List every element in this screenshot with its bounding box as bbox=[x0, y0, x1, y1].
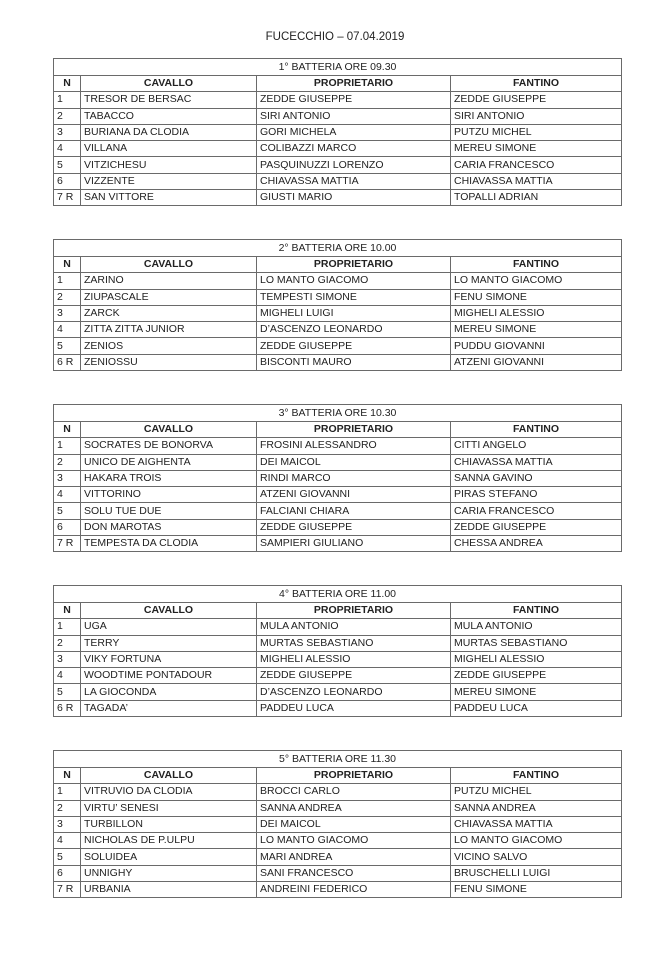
batteria-title: 2° BATTERIA ORE 10.00 bbox=[54, 240, 622, 257]
header-n: N bbox=[54, 422, 81, 438]
header-fantino: FANTINO bbox=[451, 257, 622, 273]
cell-n: 5 bbox=[54, 338, 81, 354]
header-cavallo: CAVALLO bbox=[81, 422, 257, 438]
cell-cavallo: VITZICHESU bbox=[81, 157, 257, 173]
cell-n: 2 bbox=[54, 289, 81, 305]
cell-fantino: MIGHELI ALESSIO bbox=[451, 305, 622, 321]
cell-proprietario: ZEDDE GIUSEPPE bbox=[257, 338, 451, 354]
cell-n: 4 bbox=[54, 833, 81, 849]
cell-fantino: CHIAVASSA MATTIA bbox=[451, 173, 622, 189]
cell-proprietario: MIGHELI LUIGI bbox=[257, 305, 451, 321]
batteria-table bbox=[53, 585, 622, 717]
cell-cavallo: ZARCK bbox=[81, 305, 257, 321]
cell-n: 5 bbox=[54, 503, 81, 519]
cell-cavallo: UNNIGHY bbox=[81, 865, 257, 881]
cell-cavallo: SOCRATES DE BONORVA bbox=[81, 438, 257, 454]
table-row bbox=[54, 784, 622, 800]
cell-n: 7 R bbox=[54, 882, 81, 898]
cell-proprietario: GORI MICHELA bbox=[257, 124, 451, 140]
cell-proprietario: DEI MAICOL bbox=[257, 454, 451, 470]
cell-proprietario: RINDI MARCO bbox=[257, 470, 451, 486]
cell-n: 7 R bbox=[54, 536, 81, 552]
cell-cavallo: BURIANA DA CLODIA bbox=[81, 124, 257, 140]
header-row bbox=[54, 768, 622, 784]
cell-n: 5 bbox=[54, 157, 81, 173]
cell-proprietario: ZEDDE GIUSEPPE bbox=[257, 668, 451, 684]
header-cavallo: CAVALLO bbox=[81, 76, 257, 92]
cell-cavallo: SAN VITTORE bbox=[81, 190, 257, 206]
cell-fantino: MEREU SIMONE bbox=[451, 141, 622, 157]
header-row bbox=[54, 76, 622, 92]
cell-cavallo: ZENIOS bbox=[81, 338, 257, 354]
cell-cavallo: ZIUPASCALE bbox=[81, 289, 257, 305]
cell-proprietario: MARI ANDREA bbox=[257, 849, 451, 865]
cell-fantino: LO MANTO GIACOMO bbox=[451, 273, 622, 289]
table-row bbox=[54, 651, 622, 667]
cell-proprietario: D’ASCENZO LEONARDO bbox=[257, 684, 451, 700]
cell-proprietario: CHIAVASSA MATTIA bbox=[257, 173, 451, 189]
cell-fantino: ZEDDE GIUSEPPE bbox=[451, 519, 622, 535]
cell-cavallo: TAGADA’ bbox=[81, 700, 257, 716]
cell-n: 2 bbox=[54, 454, 81, 470]
cell-cavallo: VIKY FORTUNA bbox=[81, 651, 257, 667]
header-fantino: FANTINO bbox=[451, 76, 622, 92]
table-row bbox=[54, 882, 622, 898]
batteria-title: 4° BATTERIA ORE 11.00 bbox=[54, 586, 622, 603]
table-row bbox=[54, 124, 622, 140]
batteria-title: 1° BATTERIA ORE 09.30 bbox=[54, 59, 622, 76]
cell-cavallo: ZARINO bbox=[81, 273, 257, 289]
cell-n: 1 bbox=[54, 619, 81, 635]
cell-cavallo: UGA bbox=[81, 619, 257, 635]
table-row bbox=[54, 503, 622, 519]
batteria-table bbox=[53, 404, 622, 552]
table-row bbox=[54, 635, 622, 651]
cell-fantino: PADDEU LUCA bbox=[451, 700, 622, 716]
cell-n: 2 bbox=[54, 635, 81, 651]
cell-fantino: VICINO SALVO bbox=[451, 849, 622, 865]
cell-fantino: CITTI ANGELO bbox=[451, 438, 622, 454]
cell-fantino: ZEDDE GIUSEPPE bbox=[451, 92, 622, 108]
cell-proprietario: ATZENI GIOVANNI bbox=[257, 487, 451, 503]
cell-fantino: MURTAS SEBASTIANO bbox=[451, 635, 622, 651]
table-row bbox=[54, 108, 622, 124]
header-n: N bbox=[54, 76, 81, 92]
cell-cavallo: WOODTIME PONTADOUR bbox=[81, 668, 257, 684]
cell-n: 1 bbox=[54, 438, 81, 454]
cell-fantino: SANNA GAVINO bbox=[451, 470, 622, 486]
cell-fantino: MULA ANTONIO bbox=[451, 619, 622, 635]
header-proprietario: PROPRIETARIO bbox=[257, 768, 451, 784]
cell-proprietario: PASQUINUZZI LORENZO bbox=[257, 157, 451, 173]
cell-proprietario: SIRI ANTONIO bbox=[257, 108, 451, 124]
cell-proprietario: MIGHELI ALESSIO bbox=[257, 651, 451, 667]
cell-proprietario: LO MANTO GIACOMO bbox=[257, 273, 451, 289]
cell-n: 6 bbox=[54, 173, 81, 189]
header-cavallo: CAVALLO bbox=[81, 768, 257, 784]
cell-proprietario: SANI FRANCESCO bbox=[257, 865, 451, 881]
cell-fantino: SANNA ANDREA bbox=[451, 800, 622, 816]
cell-proprietario: LO MANTO GIACOMO bbox=[257, 833, 451, 849]
cell-cavallo: VIZZENTE bbox=[81, 173, 257, 189]
cell-n: 2 bbox=[54, 108, 81, 124]
cell-proprietario: ZEDDE GIUSEPPE bbox=[257, 92, 451, 108]
cell-n: 3 bbox=[54, 124, 81, 140]
cell-fantino: MEREU SIMONE bbox=[451, 322, 622, 338]
cell-cavallo: ZITTA ZITTA JUNIOR bbox=[81, 322, 257, 338]
cell-cavallo: LA GIOCONDA bbox=[81, 684, 257, 700]
header-proprietario: PROPRIETARIO bbox=[257, 76, 451, 92]
cell-cavallo: TRESOR DE BERSAC bbox=[81, 92, 257, 108]
cell-n: 7 R bbox=[54, 190, 81, 206]
header-n: N bbox=[54, 603, 81, 619]
cell-cavallo: SOLUIDEA bbox=[81, 849, 257, 865]
cell-proprietario: SAMPIERI GIULIANO bbox=[257, 536, 451, 552]
cell-cavallo: NICHOLAS DE P.ULPU bbox=[81, 833, 257, 849]
cell-n: 4 bbox=[54, 487, 81, 503]
table-row bbox=[54, 354, 622, 370]
batteria-table bbox=[53, 750, 622, 898]
cell-n: 1 bbox=[54, 273, 81, 289]
cell-fantino: FENU SIMONE bbox=[451, 289, 622, 305]
cell-n: 6 R bbox=[54, 700, 81, 716]
table-row bbox=[54, 273, 622, 289]
cell-cavallo: ZENIOSSU bbox=[81, 354, 257, 370]
cell-cavallo: VITRUVIO DA CLODIA bbox=[81, 784, 257, 800]
header-fantino: FANTINO bbox=[451, 768, 622, 784]
cell-proprietario: ZEDDE GIUSEPPE bbox=[257, 519, 451, 535]
table-row bbox=[54, 141, 622, 157]
cell-proprietario: ANDREINI FEDERICO bbox=[257, 882, 451, 898]
header-row bbox=[54, 603, 622, 619]
table-row bbox=[54, 289, 622, 305]
cell-proprietario: GIUSTI MARIO bbox=[257, 190, 451, 206]
table-row bbox=[54, 536, 622, 552]
cell-fantino: TOPALLI ADRIAN bbox=[451, 190, 622, 206]
table-row bbox=[54, 92, 622, 108]
table-row bbox=[54, 305, 622, 321]
cell-fantino: MIGHELI ALESSIO bbox=[451, 651, 622, 667]
cell-n: 6 R bbox=[54, 354, 81, 370]
cell-proprietario: PADDEU LUCA bbox=[257, 700, 451, 716]
table-row bbox=[54, 438, 622, 454]
cell-fantino: CHIAVASSA MATTIA bbox=[451, 454, 622, 470]
cell-fantino: ATZENI GIOVANNI bbox=[451, 354, 622, 370]
table-row bbox=[54, 519, 622, 535]
batteria-table bbox=[53, 58, 622, 206]
batteria-title: 3° BATTERIA ORE 10.30 bbox=[54, 405, 622, 422]
cell-fantino: PUTZU MICHEL bbox=[451, 784, 622, 800]
cell-proprietario: BROCCI CARLO bbox=[257, 784, 451, 800]
cell-cavallo: TEMPESTA DA CLODIA bbox=[81, 536, 257, 552]
cell-n: 5 bbox=[54, 684, 81, 700]
cell-n: 4 bbox=[54, 141, 81, 157]
cell-proprietario: TEMPESTI SIMONE bbox=[257, 289, 451, 305]
table-row bbox=[54, 619, 622, 635]
cell-fantino: LO MANTO GIACOMO bbox=[451, 833, 622, 849]
header-n: N bbox=[54, 768, 81, 784]
cell-fantino: PIRAS STEFANO bbox=[451, 487, 622, 503]
cell-proprietario: COLIBAZZI MARCO bbox=[257, 141, 451, 157]
cell-n: 3 bbox=[54, 470, 81, 486]
table-row bbox=[54, 849, 622, 865]
cell-fantino: BRUSCHELLI LUIGI bbox=[451, 865, 622, 881]
table-row bbox=[54, 684, 622, 700]
header-proprietario: PROPRIETARIO bbox=[257, 422, 451, 438]
cell-n: 1 bbox=[54, 784, 81, 800]
header-fantino: FANTINO bbox=[451, 603, 622, 619]
table-row bbox=[54, 865, 622, 881]
cell-cavallo: HAKARA TROIS bbox=[81, 470, 257, 486]
cell-n: 3 bbox=[54, 816, 81, 832]
document-title: FUCECCHIO – 07.04.2019 bbox=[265, 31, 405, 43]
header-proprietario: PROPRIETARIO bbox=[257, 257, 451, 273]
cell-proprietario: D’ASCENZO LEONARDO bbox=[257, 322, 451, 338]
header-cavallo: CAVALLO bbox=[81, 603, 257, 619]
cell-cavallo: VIRTU’ SENESI bbox=[81, 800, 257, 816]
cell-cavallo: UNICO DE AIGHENTA bbox=[81, 454, 257, 470]
cell-n: 3 bbox=[54, 651, 81, 667]
batteria-title: 5° BATTERIA ORE 11.30 bbox=[54, 751, 622, 768]
table-row bbox=[54, 668, 622, 684]
cell-fantino: FENU SIMONE bbox=[451, 882, 622, 898]
table-row bbox=[54, 173, 622, 189]
cell-fantino: CARIA FRANCESCO bbox=[451, 503, 622, 519]
table-row bbox=[54, 338, 622, 354]
header-row bbox=[54, 422, 622, 438]
cell-fantino: CHESSA ANDREA bbox=[451, 536, 622, 552]
cell-cavallo: URBANIA bbox=[81, 882, 257, 898]
header-fantino: FANTINO bbox=[451, 422, 622, 438]
cell-cavallo: TABACCO bbox=[81, 108, 257, 124]
cell-fantino: PUDDU GIOVANNI bbox=[451, 338, 622, 354]
cell-fantino: MEREU SIMONE bbox=[451, 684, 622, 700]
cell-fantino: CHIAVASSA MATTIA bbox=[451, 816, 622, 832]
table-row bbox=[54, 322, 622, 338]
cell-cavallo: TURBILLON bbox=[81, 816, 257, 832]
cell-cavallo: TERRY bbox=[81, 635, 257, 651]
cell-proprietario: BISCONTI MAURO bbox=[257, 354, 451, 370]
table-row bbox=[54, 190, 622, 206]
table-row bbox=[54, 487, 622, 503]
cell-proprietario: FROSINI ALESSANDRO bbox=[257, 438, 451, 454]
cell-proprietario: MULA ANTONIO bbox=[257, 619, 451, 635]
cell-n: 4 bbox=[54, 668, 81, 684]
table-row bbox=[54, 816, 622, 832]
cell-cavallo: SOLU TUE DUE bbox=[81, 503, 257, 519]
cell-n: 4 bbox=[54, 322, 81, 338]
header-proprietario: PROPRIETARIO bbox=[257, 603, 451, 619]
cell-fantino: CARIA FRANCESCO bbox=[451, 157, 622, 173]
cell-proprietario: SANNA ANDREA bbox=[257, 800, 451, 816]
cell-cavallo: DON MAROTAS bbox=[81, 519, 257, 535]
header-row bbox=[54, 257, 622, 273]
table-row bbox=[54, 470, 622, 486]
cell-proprietario: MURTAS SEBASTIANO bbox=[257, 635, 451, 651]
cell-proprietario: FALCIANI CHIARA bbox=[257, 503, 451, 519]
batteria-table bbox=[53, 239, 622, 371]
cell-cavallo: VITTORINO bbox=[81, 487, 257, 503]
cell-fantino: PUTZU MICHEL bbox=[451, 124, 622, 140]
table-row bbox=[54, 800, 622, 816]
cell-n: 3 bbox=[54, 305, 81, 321]
cell-proprietario: DEI MAICOL bbox=[257, 816, 451, 832]
header-n: N bbox=[54, 257, 81, 273]
cell-n: 5 bbox=[54, 849, 81, 865]
cell-fantino: ZEDDE GIUSEPPE bbox=[451, 668, 622, 684]
cell-n: 6 bbox=[54, 519, 81, 535]
cell-cavallo: VILLANA bbox=[81, 141, 257, 157]
table-row bbox=[54, 157, 622, 173]
cell-fantino: SIRI ANTONIO bbox=[451, 108, 622, 124]
table-row bbox=[54, 700, 622, 716]
cell-n: 1 bbox=[54, 92, 81, 108]
cell-n: 2 bbox=[54, 800, 81, 816]
cell-n: 6 bbox=[54, 865, 81, 881]
header-cavallo: CAVALLO bbox=[81, 257, 257, 273]
table-row bbox=[54, 833, 622, 849]
table-row bbox=[54, 454, 622, 470]
